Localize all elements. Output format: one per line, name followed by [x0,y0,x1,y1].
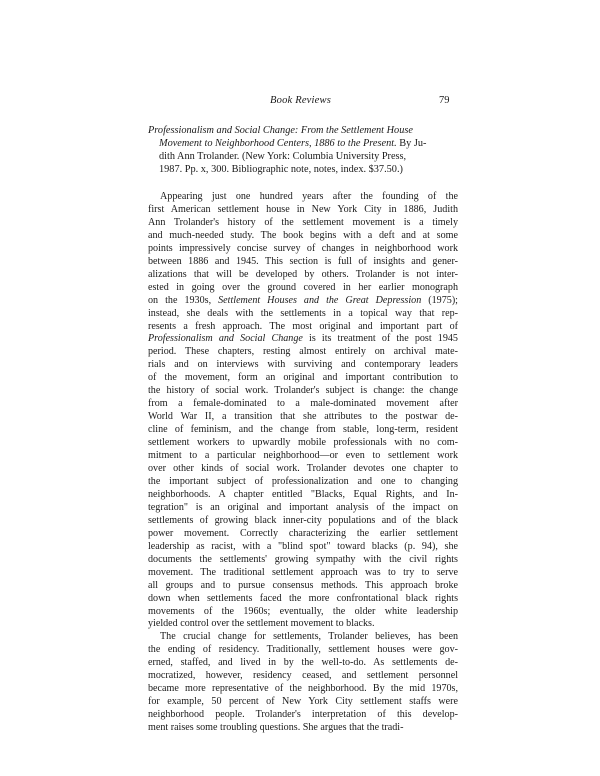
paragraph-2 [148,631,458,735]
text-line: rials and on interviews with surviving and contemporary leaders [148,359,458,371]
text-line: leadership as racist, with a "blind spot" toward blacks (p. 94), she [148,540,458,552]
text-line: first American settlement house in New York City in 1886, Judith [148,203,458,215]
citation-line: 1987. Pp. x, 300. Bibliographic note, notes, index. $37.50.) [159,164,403,175]
text-line: instead, she deals with the settlements in a topical way that rep- [148,307,458,319]
text-line: documents the settlements' growing sympathy with the civil rights [148,553,458,565]
text-line: movement. The traditional settlement approach was to try to serve [148,566,458,578]
text-line: down when settlements faced the more confrontational black rights [148,592,458,604]
text-line: the ending of residency. Traditionally, settlement houses were gov- [148,644,458,656]
text-line: neighborhood people. Trolander's interpretation of this develop- [148,709,458,721]
text-line: of the movement, form an original and important contribution to [148,372,458,384]
page-number: 79 [439,95,450,106]
text-line: resents a fresh approach. The most original and important part of [148,320,458,332]
text-line: settlements of growing black inner-city populations and of the black [148,514,458,526]
citation-author-part: By Ju- [396,138,427,149]
text-line: Ann Trolander's history of the settlement movement is a timely [148,216,458,228]
text-line: on the 1930s, Settlement Houses and the Great Depression (1975); [148,294,458,306]
text-line: alizations that will be developed by others. Trolander is not inter- [148,268,458,280]
text-line: period. These chapters, resting almost entirely on archival mate- [148,346,458,358]
text-line: over other kinds of social work. Trolander devotes one chapter to [148,463,458,475]
text-line: The crucial change for settlements, Trolander believes, has been [160,631,458,643]
citation-title-part: Professionalism and Social Change: From the Settlement House [148,125,413,136]
text-line: became more representative of the neighborhood. By the mid 1970s, [148,683,458,695]
text-line: from a female-dominated to a male-dominated movement after [148,398,458,410]
text-line: all groups and to pursue consensus methods. This approach broke [148,579,458,591]
text-line: erned, staffed, and lived in by the well-to-do. As settlements de- [148,657,458,669]
text-line: between 1886 and 1945. This section is full of insights and gener- [148,255,458,267]
text-line: neighborhoods. A chapter entitled "Blacks, Equal Rights, and In- [148,488,458,500]
book-citation [148,124,458,176]
text-line: movements of the 1960s; eventually, the older white leadership [148,605,458,617]
text-line: mocratized, however, residency ceased, and settlement personnel [148,670,458,682]
review-body [148,191,458,735]
text-line: the important subject of professionalization and one to changing [148,475,458,487]
running-head [0,95,600,109]
running-title: Book Reviews [270,95,332,106]
text-line: settlement workers to upwardly mobile professionals with no com- [148,437,458,449]
paragraph-1 [148,191,458,631]
citation-line: dith Ann Trolander. (New York: Columbia University Press, [159,151,407,162]
text-line: ment raises some troubling questions. She argues that the tradi- [148,722,404,734]
text-line: cline of feminism, and the change from stable, long-term, resident [148,424,458,436]
text-line: and much-needed study. The book begins with a deft and at some [148,229,458,241]
text-line: points impressively concise survey of changes in neighborhood work [148,242,458,254]
citation-line [148,124,458,137]
text-line: yielded control over the settlement movement to blacks. [148,618,375,630]
citation-line [148,137,458,150]
text-line: power movement. Correctly characterizing the earlier settlement [148,527,458,539]
text-line: tegration" is an original and important analysis of the impact on [148,501,458,513]
text-line: Appearing just one hundred years after the founding of the [160,191,458,202]
citation-title-part: Movement to Neighborhood Centers, 1886 to the Present. [159,138,397,149]
text-line: Professionalism and Social Change is its treatment of the post 1945 [148,333,458,345]
text-line: for example, 50 percent of New York City settlement staffs were [148,696,458,708]
text-line: the history of social work. Trolander's subject is change: the change [148,385,458,397]
text-line: World War II, a transition that she attributes to the postwar de- [148,411,458,423]
text-line: mitment to a particular neighborhood—or even to settlement work [148,450,458,462]
text-line: ested in going over the ground covered in her earlier monograph [148,281,458,293]
